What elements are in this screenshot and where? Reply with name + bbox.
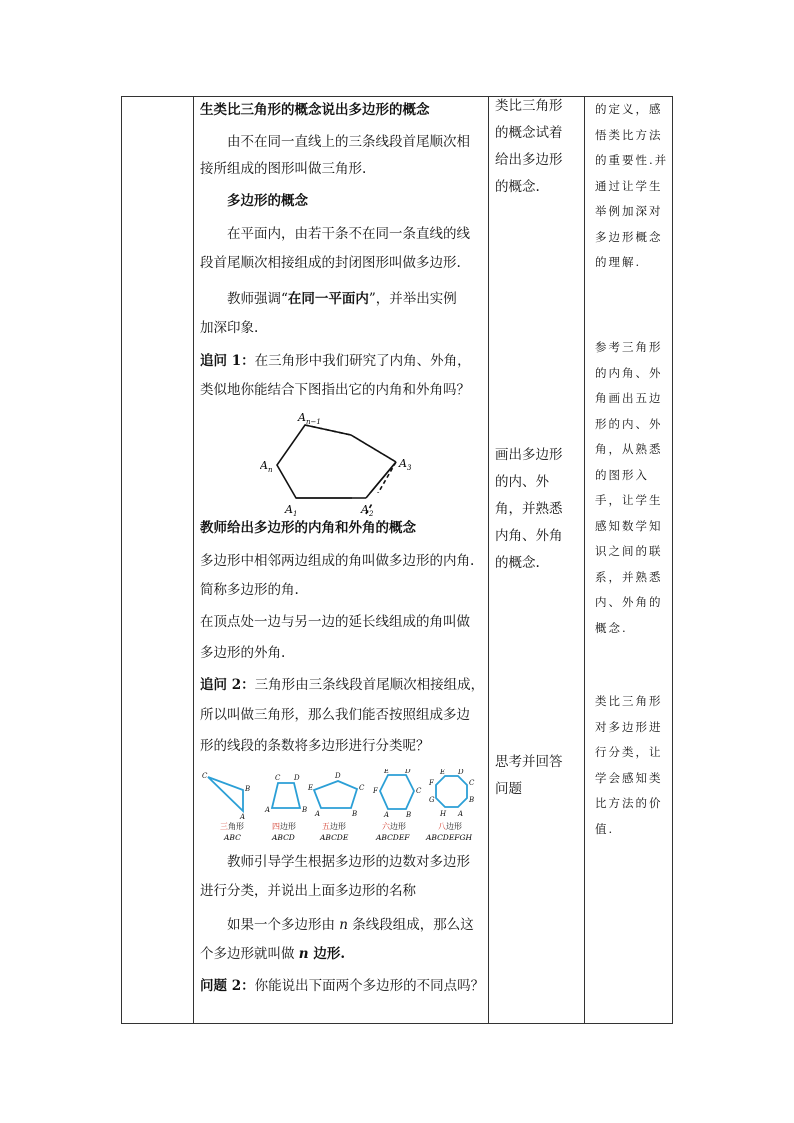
question-2: 问题 2：你能说出下面两个多边形的不同点吗？ xyxy=(200,978,485,994)
n-gon-definition: 如果一个多边形由 n 条线段组成，那么这 xyxy=(227,917,474,933)
shape-letters-3: ABC xyxy=(224,833,241,842)
shape-letters-4: ABCD xyxy=(272,833,295,842)
vertex-label: A xyxy=(240,813,246,821)
triangle-definition: 由不在同一直线上的三条线段首尾顺次相 xyxy=(227,134,470,150)
polygon-definition-cont: 段首尾顺次相接组成的封闭图形叫做多边形. xyxy=(200,255,461,271)
vertex-label: B xyxy=(406,811,412,819)
student-activity-3: 思考并回答 问题 xyxy=(495,754,563,797)
follow-up-question-2-cont: 所以叫做三角形，那么我们能否按照组成多边 xyxy=(200,707,470,723)
vertex-label: D xyxy=(458,769,464,776)
vertex-label-a2: $A_2$ xyxy=(361,503,374,517)
interior-angle-definition-cont: 简称多边形的角. xyxy=(200,582,299,598)
vertex-label: D xyxy=(294,774,300,782)
vertex-label: B xyxy=(245,785,251,793)
shape-name-6: 六边形 xyxy=(382,822,406,831)
vertex-label: C xyxy=(416,787,422,795)
octagon-shape xyxy=(436,776,467,807)
exterior-angle-definition: 在顶点处一边与另一边的延长线组成的角叫做 xyxy=(200,614,470,630)
vertex-label: A xyxy=(265,806,271,814)
polygon-angles-figure xyxy=(260,405,420,517)
vertex-label: B xyxy=(302,806,308,814)
vertex-label: B xyxy=(352,810,358,818)
vertex-label: A xyxy=(315,810,321,818)
vertex-label: E xyxy=(440,769,446,776)
vertex-label: E xyxy=(308,784,314,792)
pentagon-shape xyxy=(314,781,357,808)
vertex-label: D xyxy=(335,772,341,780)
vertex-label: C xyxy=(469,779,475,787)
shape-name-5: 五边形 xyxy=(322,822,346,831)
shape-letters-8: ABCDEFGH xyxy=(426,833,473,842)
vertex-label: B xyxy=(469,796,475,804)
polygon-definition: 在平面内，由若干条不在同一条直线的线 xyxy=(227,226,470,242)
vertex-label: E xyxy=(384,769,390,775)
vertex-label: A xyxy=(458,810,464,818)
vertex-label: A xyxy=(384,811,390,819)
shape-name-4: 四边形 xyxy=(272,822,296,831)
triangle-definition-cont: 接所组成的图形叫做三角形. xyxy=(200,161,367,177)
vertex-label: F xyxy=(429,779,434,787)
shape-name-3: 三角形 xyxy=(220,822,244,831)
vertex-label: D xyxy=(405,769,411,775)
column-divider xyxy=(193,97,194,1023)
shape-letters-6: ABCDEF xyxy=(376,833,410,842)
vertex-label-an-1: $A_{n-1}$ xyxy=(298,411,321,426)
design-intent-3: 类比三角形 对多边形进 行分类，让 学会感知类 比方法的价 值. xyxy=(595,694,663,836)
intro-line: 生类比三角形的概念说出多边形的概念 xyxy=(200,102,430,118)
vertex-label: F xyxy=(373,787,378,795)
hexagon-shape xyxy=(380,775,414,809)
quadrilateral-shape xyxy=(272,783,300,808)
teacher-emphasis: 教师强调“在同一平面内”，并举出实例 xyxy=(227,291,457,307)
shape-name-8: 八边形 xyxy=(438,822,462,831)
vertex-label-an: $A_n$ xyxy=(260,459,273,474)
polygon-edge-a2a3 xyxy=(366,462,396,498)
follow-up-question-1-cont: 类似地你能结合下图指出它的内角和外角吗？ xyxy=(200,382,470,398)
triangle-shape xyxy=(208,777,243,811)
teacher-emphasis-cont: 加深印象. xyxy=(200,320,259,336)
follow-up-question-2-cont2: 形的线段的条数将多边形进行分类呢？ xyxy=(200,738,430,754)
classification-instruction-cont: 进行分类，并说出上面多边形的名称 xyxy=(200,883,416,899)
polygon-concept-heading: 多边形的概念 xyxy=(227,193,308,209)
follow-up-question-2: 追问 2：三角形由三条线段首尾顺次相接组成， xyxy=(200,677,485,693)
vertex-label: C xyxy=(275,774,281,782)
design-intent-1: 的定义，感 悟类比方法 的重要性.并 通过让学生 举例加深对 多边形概念 的理解. xyxy=(595,102,669,269)
vertex-label-a3: $A_3$ xyxy=(399,457,412,472)
student-activity-1: 类比三角形 的概念试着 给出多边形 的概念. xyxy=(495,98,563,195)
classification-instruction: 教师引导学生根据多边形的边数对多边形 xyxy=(227,854,470,870)
vertex-label: C xyxy=(359,784,365,792)
exterior-angle-definition-cont: 多边形的外角. xyxy=(200,645,286,661)
angle-concept-heading: 教师给出多边形的内角和外角的概念 xyxy=(200,520,416,536)
vertex-label-a1: $A_1$ xyxy=(285,503,298,517)
n-gon-definition-cont: 个多边形就叫做 n 边形. xyxy=(200,946,346,962)
design-intent-2: 参考三角形 的内角、外 角画出五边 形的内、外 角，从熟悉 的图形入 手，让学生 感知数学知 识之间的联 系，并熟悉 内、外角的 概念. xyxy=(595,340,663,635)
vertex-label: C xyxy=(202,772,208,780)
shape-letters-5: ABCDE xyxy=(320,833,349,842)
lesson-table xyxy=(121,96,673,1024)
vertex-label: G xyxy=(429,796,435,804)
vertex-label: H xyxy=(440,810,447,818)
polygon-solid-edges xyxy=(277,425,396,498)
follow-up-question-1: 追问 1：在三角形中我们研究了内角、外角， xyxy=(200,353,471,369)
student-activity-2: 画出多边形 的内、外 角，并熟悉 内角、外角 的概念. xyxy=(495,447,563,571)
polygon-classification-figure xyxy=(202,769,488,847)
interior-angle-definition: 多边形中相邻两边组成的角叫做多边形的内角. xyxy=(200,553,475,569)
